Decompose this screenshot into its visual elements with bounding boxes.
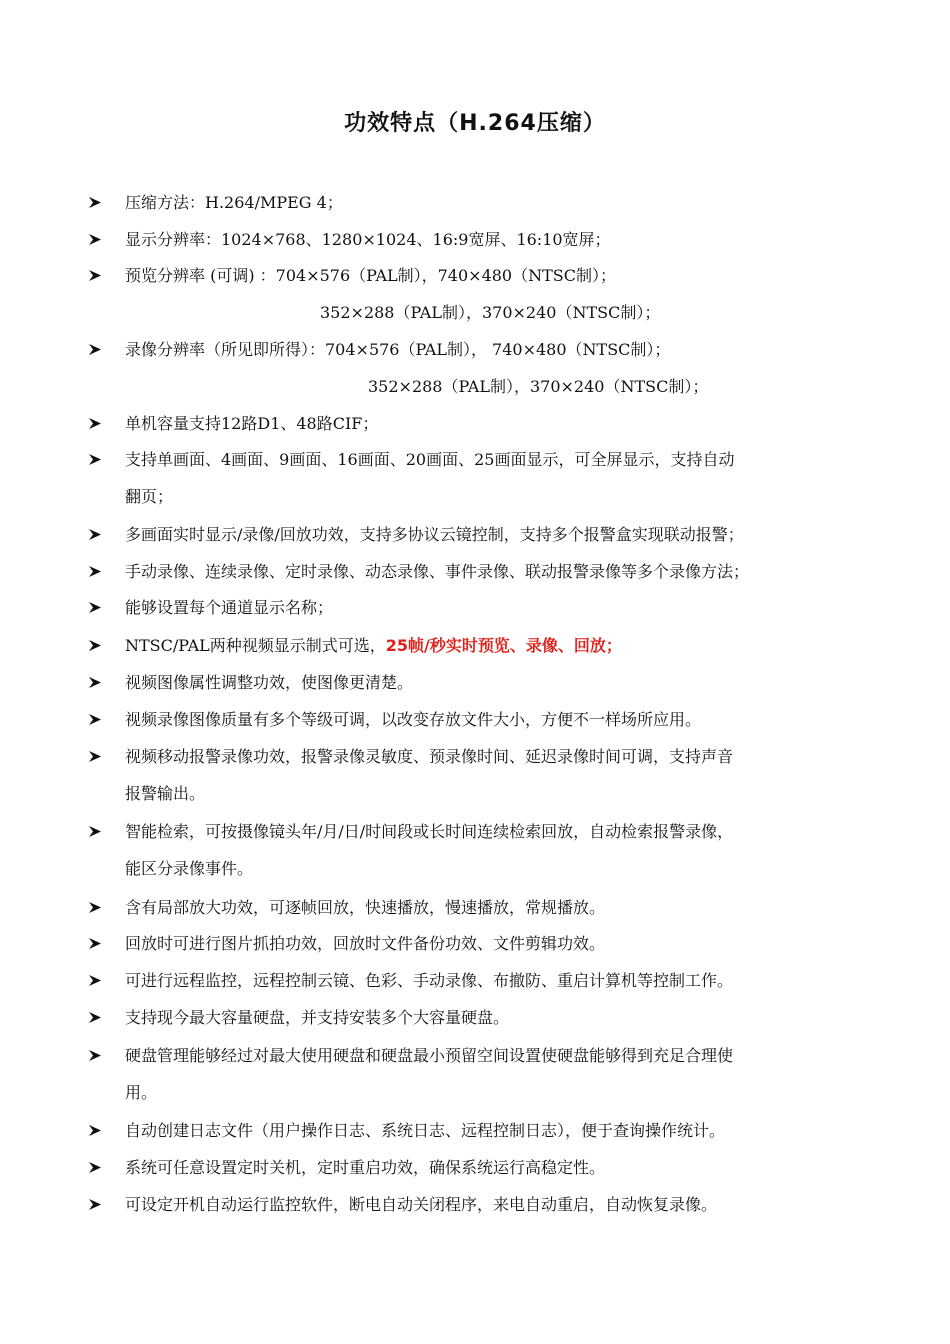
item-text: 多画面实时显示/录像/回放功效，支持多协议云镜控制，支持多个报警盒实现联动报警； [125,525,744,544]
item-text: 可进行远程监控，远程控制云镜、色彩、手动录像、布撤防、重启计算机等控制工作。 [125,971,734,990]
arrow-bullet-icon [88,664,104,701]
item-text: 预览分辨率 (可调) ：704×576（PAL制），740×480（NTSC制）； [125,266,616,285]
item-text: 视频录像图像质量有多个等级可调，以改变存放文件大小，方便不一样场所应用。 [125,710,702,729]
item-text: 压缩方法：H.264/MPEG 4； [125,193,343,212]
arrow-bullet-icon [88,999,104,1036]
arrow-bullet-icon [88,1186,104,1223]
arrow-bullet-icon [88,813,104,850]
arrow-bullet-icon [88,331,104,368]
item-text: 系统可任意设置定时关机，定时重启功效，确保系统运行高稳定性。 [125,1158,606,1177]
arrow-bullet-icon [88,1037,104,1074]
item-text: 手动录像、连续录像、定时录像、动态录像、事件录像、联动报警录像等多个录像方法； [125,562,750,581]
arrow-bullet-icon [88,962,104,999]
arrow-bullet-icon [88,516,104,553]
item-text: 可设定开机自动运行监控软件，断电自动关闭程序，来电自动重启，自动恢复录像。 [125,1195,718,1214]
item-text: 能够设置每个通道显示名称； [125,598,334,617]
item-continuation: 能区分录像事件。 [125,859,254,878]
item-text: 录像分辨率（所见即所得）：704×576（PAL制）， 740×480（NTSC制）； [125,340,671,359]
arrow-bullet-icon [88,441,104,478]
item-continuation: 352×288（PAL制），370×240（NTSC制）； [368,377,709,396]
arrow-bullet-icon [88,925,104,962]
item-continuation: 报警输出。 [125,784,206,803]
arrow-bullet-icon [88,1149,104,1186]
item-continuation: 翻页； [125,487,174,506]
item-text: 单机容量支持12路D1、48路CIF； [125,414,379,433]
item-text: 支持单画面、4画面、9画面、16画面、20画面、25画面显示，可全屏显示，支持自动 [125,450,735,469]
page-title: 功效特点（H.264压缩） [344,111,606,136]
arrow-bullet-icon [88,701,104,738]
arrow-bullet-icon [88,184,104,221]
item-text: 智能检索，可按摄像镜头年/月/日/时间段或长时间连续检索回放，自动检索报警录像， [125,822,734,841]
arrow-bullet-icon [88,257,104,294]
item-text [125,627,622,664]
arrow-bullet-icon [88,889,104,926]
item-text: 硬盘管理能够经过对最大使用硬盘和硬盘最小预留空间设置使硬盘能够得到充足合理使 [125,1046,734,1065]
item-text: 回放时可进行图片抓拍功效，回放时文件备份功效、文件剪辑功效。 [125,934,606,953]
arrow-bullet-icon [88,589,104,626]
arrow-bullet-icon [88,405,104,442]
item-text: 自动创建日志文件（用户操作日志、系统日志、远程控制日志），便于查询操作统计。 [125,1121,726,1140]
item-text: 视频移动报警录像功效，报警录像灵敏度、预录像时间、延迟录像时间可调，支持声音 [125,747,734,766]
item-continuation: 352×288（PAL制），370×240（NTSC制）； [320,303,661,322]
arrow-bullet-icon [88,738,104,775]
arrow-bullet-icon [88,553,104,590]
arrow-bullet-icon [88,627,104,664]
item-text: 显示分辨率：1024×768、1280×1024、16:9宽屏、16:10宽屏； [125,230,611,249]
item-continuation: 用。 [125,1083,158,1102]
item-text: 视频图像属性调整功效，使图像更清楚。 [125,673,414,692]
item-text-plain: NTSC/PAL两种视频显示制式可选， [125,636,386,655]
arrow-bullet-icon [88,1112,104,1149]
highlight-text: 25帧/秒实时预览、录像、回放； [385,636,622,655]
arrow-bullet-icon [88,221,104,258]
item-text: 含有局部放大功效，可逐帧回放，快速播放，慢速播放，常规播放。 [125,898,606,917]
item-text: 支持现今最大容量硬盘，并支持安装多个大容量硬盘。 [125,1008,510,1027]
